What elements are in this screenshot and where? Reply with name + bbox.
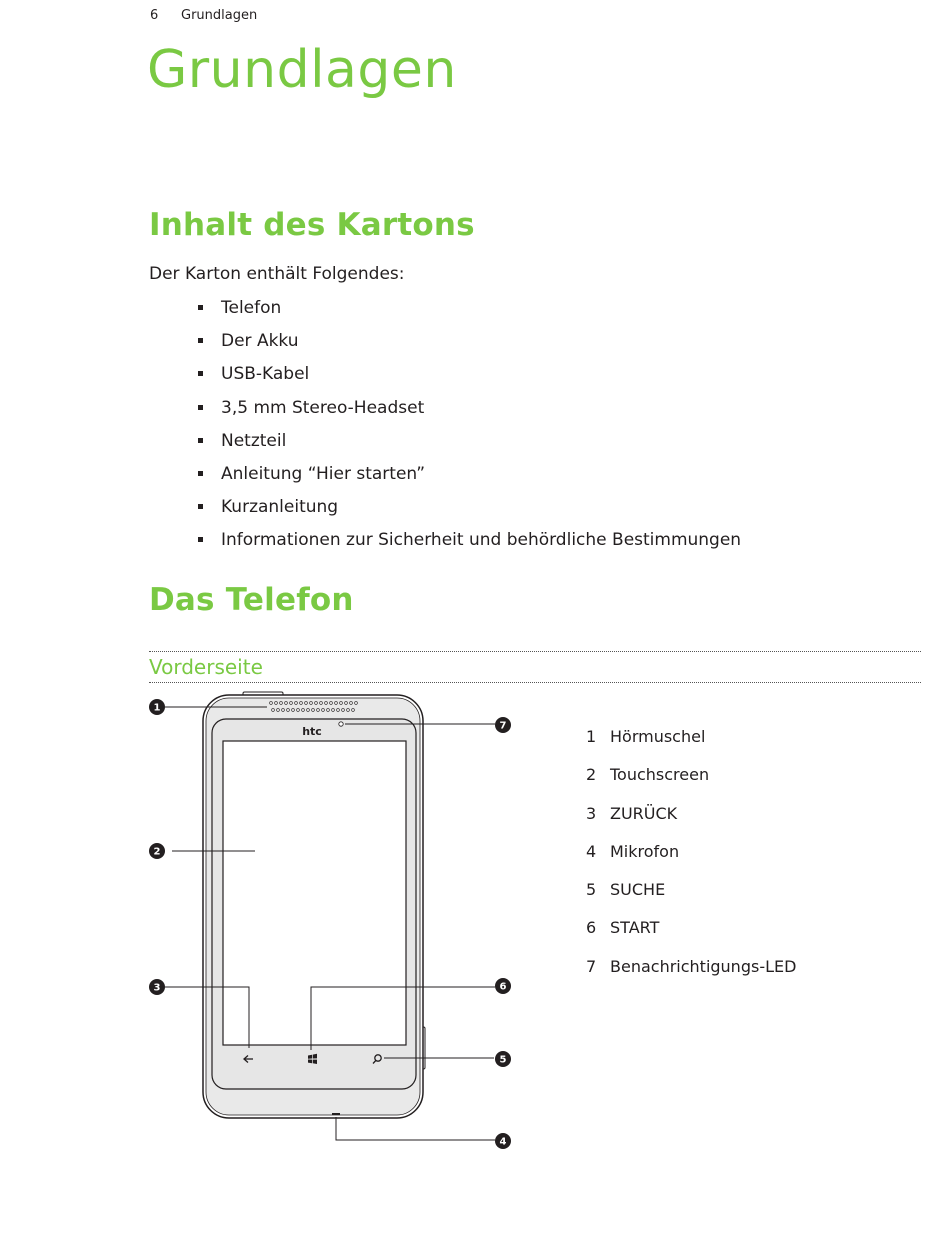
phone-heading: Das Telefon: [149, 582, 354, 618]
box-contents-heading: Inhalt des Kartons: [149, 207, 475, 243]
legend-item: 5 SUCHE: [586, 880, 666, 900]
callout-1: [149, 699, 165, 715]
callout-5: [495, 1051, 511, 1067]
parts-legend: [586, 727, 796, 995]
callout-4: [495, 1133, 511, 1149]
list-item: Kurzanleitung: [198, 495, 741, 528]
list-item: Informationen zur Sicherheit und behördliche Bestimmungen: [198, 528, 741, 561]
list-item: Anleitung “Hier starten”: [198, 462, 741, 495]
callout-2: [149, 843, 165, 859]
svg-text:3: 3: [153, 982, 161, 994]
svg-text:1: 1: [153, 702, 161, 714]
svg-text:6: 6: [499, 981, 507, 993]
chapter-title: Grundlagen: [147, 40, 457, 100]
legend-item: 4 Mikrofon: [586, 841, 680, 861]
front-subheading: Vorderseite: [149, 655, 263, 679]
legend-item: 2 Touchscreen: [586, 765, 710, 785]
list-item: Netzteil: [198, 429, 741, 462]
notification-led: [339, 722, 343, 726]
svg-text:5: 5: [499, 1054, 507, 1066]
legend-item: 7 Benachrichtigungs-LED: [586, 956, 797, 976]
legend-item: 1 Hörmuschel: [586, 727, 706, 746]
box-contents-intro: Der Karton enthält Folgendes:: [149, 264, 405, 284]
microphone-slot: [332, 1113, 340, 1115]
list-item: 3,5 mm Stereo-Headset: [198, 396, 741, 429]
callout-3: [149, 979, 165, 995]
svg-text:2: 2: [153, 846, 161, 858]
list-item: Telefon: [198, 296, 741, 329]
htc-logo: htc: [302, 725, 322, 738]
running-header-section: Grundlagen: [181, 8, 258, 23]
list-item: Der Akku: [198, 329, 741, 362]
touchscreen: [223, 741, 406, 1045]
page-number: 6: [150, 8, 159, 23]
svg-text:7: 7: [499, 720, 507, 732]
svg-text:4: 4: [499, 1136, 507, 1148]
callout-7: [495, 717, 511, 733]
leader-line-4: [336, 1117, 495, 1140]
list-item: USB-Kabel: [198, 362, 741, 395]
legend-item: 3 ZURÜCK: [586, 803, 678, 823]
legend-item: 6 START: [586, 918, 660, 938]
callout-6: [495, 978, 511, 994]
